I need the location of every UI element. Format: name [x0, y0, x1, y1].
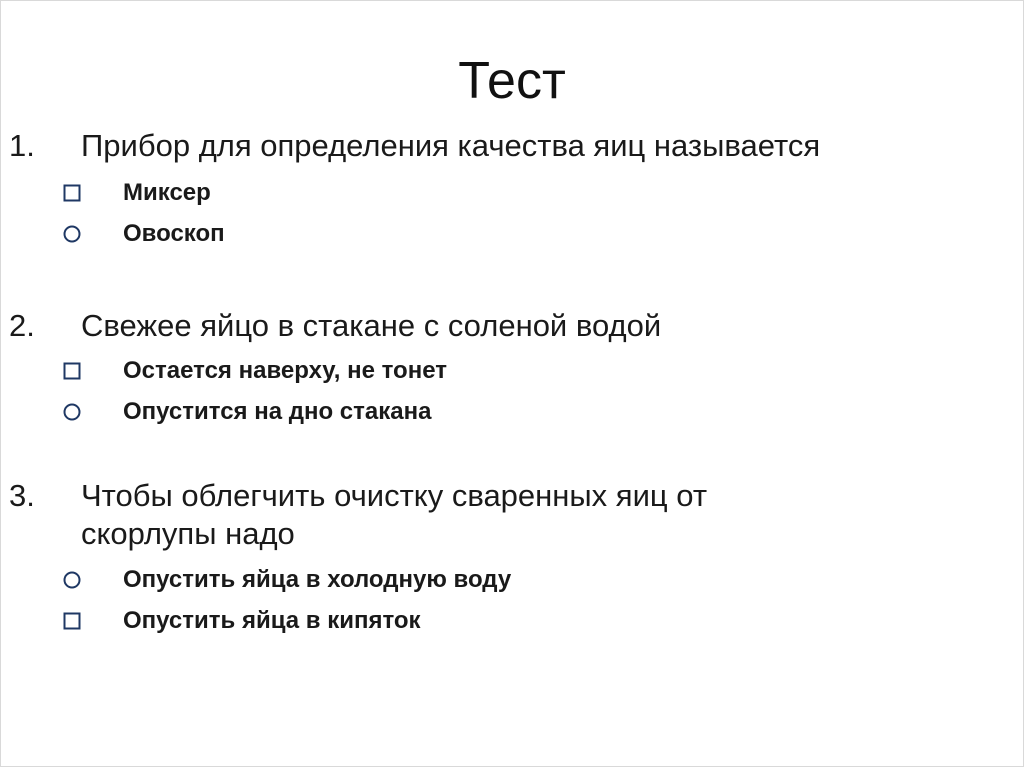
option-label: Овоскоп: [123, 220, 225, 247]
question-number: 1.: [9, 128, 35, 163]
question-number: 2.: [9, 308, 35, 343]
question-text: Свежее яйцо в стакане с соленой водой: [81, 308, 662, 343]
slide-title: Тест: [458, 52, 566, 110]
option-label: Опустить яйца в кипяток: [123, 607, 421, 634]
square-checkbox-icon[interactable]: [63, 362, 81, 380]
option-label: Миксер: [123, 179, 211, 206]
circle-radio-icon[interactable]: [63, 225, 81, 243]
question-text: Прибор для определения качества яиц называется: [81, 128, 821, 163]
option-label: Остается наверху, не тонет: [123, 357, 447, 384]
square-checkbox-icon[interactable]: [63, 612, 81, 630]
option-label: Опустится на дно стакана: [123, 398, 432, 425]
option-label: Опустить яйца в холодную воду: [123, 566, 512, 593]
circle-radio-icon[interactable]: [63, 403, 81, 421]
square-checkbox-icon[interactable]: [63, 184, 81, 202]
question-text: Чтобы облегчить очистку сваренных яиц от скорлупы надо: [81, 478, 708, 551]
question-number: 3.: [9, 478, 35, 513]
circle-radio-icon[interactable]: [63, 571, 81, 589]
